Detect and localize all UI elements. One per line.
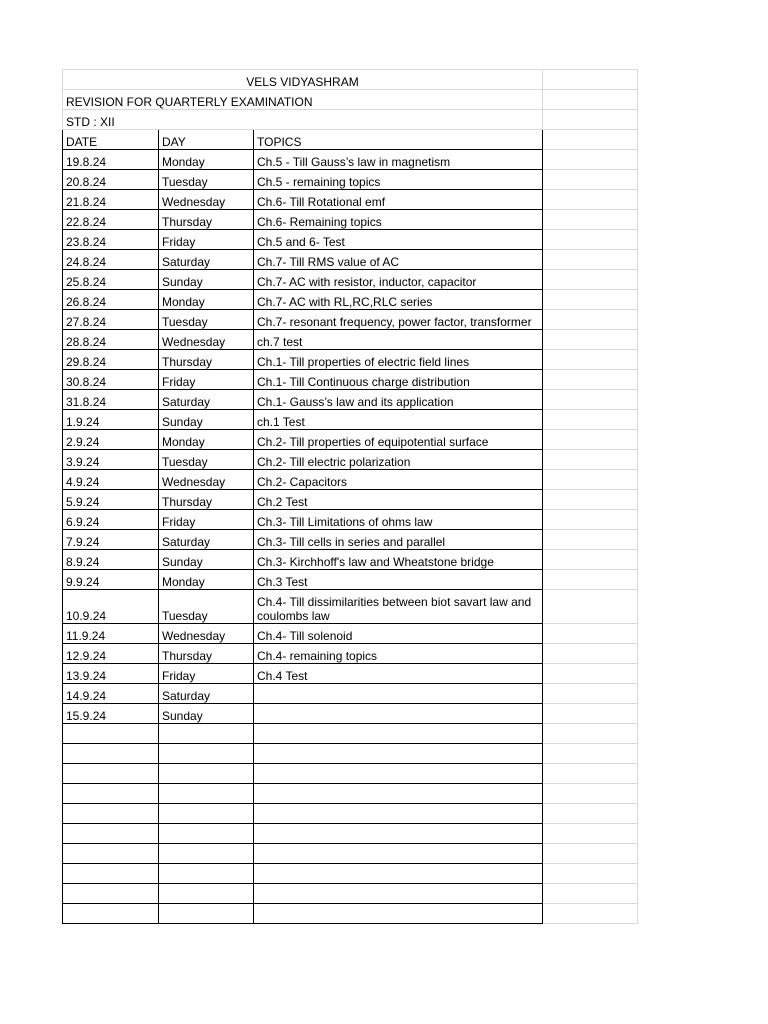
topic-cell[interactable]: [254, 784, 543, 804]
topic-cell[interactable]: [254, 704, 543, 724]
topic-cell[interactable]: Ch.5 - Till Gauss’s law in magnetism: [254, 150, 543, 170]
day-cell[interactable]: Thursday: [159, 210, 254, 230]
date-cell[interactable]: 30.8.24: [63, 370, 159, 390]
table-row: [63, 470, 638, 490]
table-row: [63, 410, 638, 430]
topic-cell[interactable]: [254, 884, 543, 904]
table-row: [63, 290, 638, 310]
topic-cell[interactable]: [254, 724, 543, 744]
table-row: [63, 684, 638, 704]
topic-cell[interactable]: ch.1 Test: [254, 410, 543, 430]
topic-cell[interactable]: Ch.5 and 6- Test: [254, 230, 543, 250]
topic-cell[interactable]: [254, 864, 543, 884]
day-cell[interactable]: Monday: [159, 150, 254, 170]
day-cell[interactable]: Saturday: [159, 250, 254, 270]
day-cell[interactable]: Sunday: [159, 410, 254, 430]
day-cell[interactable]: Tuesday: [159, 450, 254, 470]
empty-cell[interactable]: [543, 684, 638, 704]
topic-cell[interactable]: Ch.5 - remaining topics: [254, 170, 543, 190]
topic-cell[interactable]: Ch.4- Till solenoid: [254, 624, 543, 644]
date-cell[interactable]: [63, 724, 159, 744]
topic-cell[interactable]: [254, 904, 543, 924]
table-row: [63, 644, 638, 664]
day-cell[interactable]: [159, 864, 254, 884]
empty-cell[interactable]: [543, 470, 638, 490]
date-cell[interactable]: 26.8.24: [63, 290, 159, 310]
empty-cell[interactable]: [543, 330, 638, 350]
empty-cell[interactable]: [543, 350, 638, 370]
day-cell[interactable]: Wednesday: [159, 190, 254, 210]
revision-table: [62, 69, 638, 924]
topic-cell[interactable]: Ch.7- resonant frequency, power factor, transformer: [254, 310, 543, 330]
empty-cell[interactable]: [543, 570, 638, 590]
day-cell[interactable]: Tuesday: [159, 310, 254, 330]
table-row: [63, 824, 638, 844]
date-cell[interactable]: [63, 884, 159, 904]
empty-cell[interactable]: [543, 150, 638, 170]
day-cell[interactable]: [159, 844, 254, 864]
date-cell[interactable]: 4.9.24: [63, 470, 159, 490]
topic-cell[interactable]: [254, 744, 543, 764]
day-cell[interactable]: Saturday: [159, 684, 254, 704]
empty-cell[interactable]: [543, 90, 638, 110]
table-row: [63, 724, 638, 744]
table-row: [63, 550, 638, 570]
date-cell[interactable]: 12.9.24: [63, 644, 159, 664]
date-column-header[interactable]: DATE: [63, 130, 159, 150]
date-cell[interactable]: 5.9.24: [63, 490, 159, 510]
empty-cell[interactable]: [543, 644, 638, 664]
date-cell[interactable]: [63, 744, 159, 764]
empty-cell[interactable]: [543, 664, 638, 684]
empty-cell[interactable]: [543, 824, 638, 844]
table-row: [63, 350, 638, 370]
topic-cell[interactable]: Ch.1- Till Continuous charge distribution: [254, 370, 543, 390]
empty-cell[interactable]: [543, 704, 638, 724]
day-cell[interactable]: [159, 744, 254, 764]
date-cell[interactable]: 31.8.24: [63, 390, 159, 410]
empty-cell[interactable]: [543, 70, 638, 90]
day-cell[interactable]: Friday: [159, 370, 254, 390]
table-row: [63, 190, 638, 210]
topic-cell[interactable]: Ch.6- Remaining topics: [254, 210, 543, 230]
empty-cell[interactable]: [543, 804, 638, 824]
table-row: [63, 510, 638, 530]
std-label[interactable]: STD : XII: [63, 110, 543, 130]
empty-cell[interactable]: [543, 784, 638, 804]
topic-cell[interactable]: Ch.4- remaining topics: [254, 644, 543, 664]
table-row: [63, 904, 638, 924]
date-cell[interactable]: 3.9.24: [63, 450, 159, 470]
topic-cell[interactable]: Ch.7- AC with resistor, inductor, capacitor: [254, 270, 543, 290]
day-cell[interactable]: Wednesday: [159, 330, 254, 350]
table-row: [63, 744, 638, 764]
table-row: [63, 230, 638, 250]
topic-cell[interactable]: Ch.1- Till properties of electric field lines: [254, 350, 543, 370]
date-cell[interactable]: 21.8.24: [63, 190, 159, 210]
day-cell[interactable]: [159, 764, 254, 784]
day-cell[interactable]: Wednesday: [159, 624, 254, 644]
date-cell[interactable]: 23.8.24: [63, 230, 159, 250]
exam-title-row: [63, 90, 638, 110]
empty-cell[interactable]: [543, 624, 638, 644]
date-cell[interactable]: 24.8.24: [63, 250, 159, 270]
date-cell[interactable]: 2.9.24: [63, 430, 159, 450]
table-row: [63, 764, 638, 784]
day-cell[interactable]: Thursday: [159, 490, 254, 510]
topic-cell[interactable]: Ch.2- Till electric polarization: [254, 450, 543, 470]
empty-cell[interactable]: [543, 430, 638, 450]
table-row: [63, 530, 638, 550]
date-cell[interactable]: 28.8.24: [63, 330, 159, 350]
date-cell[interactable]: [63, 804, 159, 824]
topic-cell[interactable]: Ch.4 Test: [254, 664, 543, 684]
date-cell[interactable]: [63, 824, 159, 844]
table-row: [63, 370, 638, 390]
school-name[interactable]: VELS VIDYASHRAM: [63, 70, 543, 90]
topic-cell[interactable]: Ch.7- AC with RL,RC,RLC series: [254, 290, 543, 310]
date-cell[interactable]: 27.8.24: [63, 310, 159, 330]
topic-cell[interactable]: [254, 824, 543, 844]
topic-cell[interactable]: Ch.3- Till Limitations of ohms law: [254, 510, 543, 530]
date-cell[interactable]: 14.9.24: [63, 684, 159, 704]
table-row: [63, 250, 638, 270]
day-cell[interactable]: [159, 884, 254, 904]
table-row: [63, 170, 638, 190]
empty-cell[interactable]: [543, 270, 638, 290]
day-cell[interactable]: [159, 824, 254, 844]
school-title-row: [63, 70, 638, 90]
table-row: [63, 450, 638, 470]
topic-cell[interactable]: Ch.2 Test: [254, 490, 543, 510]
day-cell[interactable]: Tuesday: [159, 590, 254, 624]
empty-cell[interactable]: [543, 550, 638, 570]
empty-cell[interactable]: [543, 290, 638, 310]
day-cell[interactable]: Monday: [159, 570, 254, 590]
topic-cell[interactable]: Ch.3- Kirchhoff's law and Wheatstone bridge: [254, 550, 543, 570]
topic-cell[interactable]: [254, 844, 543, 864]
date-cell[interactable]: [63, 844, 159, 864]
empty-cell[interactable]: [543, 210, 638, 230]
topic-cell[interactable]: Ch.2- Till properties of equipotential surface: [254, 430, 543, 450]
table-row: [63, 704, 638, 724]
empty-cell[interactable]: [543, 250, 638, 270]
table-row: [63, 784, 638, 804]
empty-cell[interactable]: [543, 864, 638, 884]
day-cell[interactable]: Sunday: [159, 704, 254, 724]
empty-cell[interactable]: [543, 110, 638, 130]
table-row: [63, 270, 638, 290]
topic-cell[interactable]: Ch.3- Till cells in series and parallel: [254, 530, 543, 550]
date-cell[interactable]: 11.9.24: [63, 624, 159, 644]
date-cell[interactable]: 13.9.24: [63, 664, 159, 684]
date-cell[interactable]: [63, 784, 159, 804]
date-cell[interactable]: 1.9.24: [63, 410, 159, 430]
empty-cell[interactable]: [543, 530, 638, 550]
topic-cell[interactable]: ch.7 test: [254, 330, 543, 350]
spreadsheet: [62, 69, 638, 924]
date-cell[interactable]: 9.9.24: [63, 570, 159, 590]
table-row: [63, 210, 638, 230]
day-cell[interactable]: [159, 724, 254, 744]
date-cell[interactable]: 10.9.24: [63, 590, 159, 624]
std-row: [63, 110, 638, 130]
table-row: [63, 664, 638, 684]
topic-cell[interactable]: Ch.4- Till dissimilarities between biot savart law and coulombs law: [254, 590, 543, 624]
table-row: [63, 590, 638, 624]
topic-cell[interactable]: [254, 684, 543, 704]
day-cell[interactable]: Thursday: [159, 644, 254, 664]
empty-cell[interactable]: [543, 190, 638, 210]
table-row: [63, 310, 638, 330]
table-row: [63, 804, 638, 824]
empty-cell[interactable]: [543, 170, 638, 190]
date-cell[interactable]: 19.8.24: [63, 150, 159, 170]
table-row: [63, 624, 638, 644]
empty-cell[interactable]: [543, 904, 638, 924]
exam-title[interactable]: REVISION FOR QUARTERLY EXAMINATION: [63, 90, 543, 110]
date-cell[interactable]: 7.9.24: [63, 530, 159, 550]
day-cell[interactable]: Tuesday: [159, 170, 254, 190]
date-cell[interactable]: 8.9.24: [63, 550, 159, 570]
day-cell[interactable]: Friday: [159, 664, 254, 684]
empty-cell[interactable]: [543, 370, 638, 390]
topics-column-header[interactable]: TOPICS: [254, 130, 543, 150]
topic-cell[interactable]: Ch.1- Gauss’s law and its application: [254, 390, 543, 410]
day-cell[interactable]: Monday: [159, 290, 254, 310]
date-cell[interactable]: 29.8.24: [63, 350, 159, 370]
empty-cell[interactable]: [543, 130, 638, 150]
topic-cell[interactable]: Ch.2- Capacitors: [254, 470, 543, 490]
day-cell[interactable]: Thursday: [159, 350, 254, 370]
day-cell[interactable]: [159, 904, 254, 924]
day-cell[interactable]: Friday: [159, 510, 254, 530]
empty-cell[interactable]: [543, 310, 638, 330]
day-cell[interactable]: Sunday: [159, 270, 254, 290]
date-cell[interactable]: [63, 864, 159, 884]
topic-cell[interactable]: [254, 804, 543, 824]
date-cell[interactable]: 15.9.24: [63, 704, 159, 724]
topic-cell[interactable]: Ch.3 Test: [254, 570, 543, 590]
day-cell[interactable]: Friday: [159, 230, 254, 250]
empty-cell[interactable]: [543, 844, 638, 864]
table-row: [63, 570, 638, 590]
day-cell[interactable]: Saturday: [159, 390, 254, 410]
day-cell[interactable]: Monday: [159, 430, 254, 450]
empty-cell[interactable]: [543, 390, 638, 410]
empty-cell[interactable]: [543, 490, 638, 510]
topic-cell[interactable]: Ch.7- Till RMS value of AC: [254, 250, 543, 270]
empty-cell[interactable]: [543, 590, 638, 624]
column-header-row: [63, 130, 638, 150]
table-row: [63, 150, 638, 170]
day-cell[interactable]: Saturday: [159, 530, 254, 550]
date-cell[interactable]: [63, 904, 159, 924]
table-row: [63, 844, 638, 864]
table-row: [63, 864, 638, 884]
date-cell[interactable]: 25.8.24: [63, 270, 159, 290]
empty-cell[interactable]: [543, 744, 638, 764]
empty-cell[interactable]: [543, 410, 638, 430]
table-row: [63, 884, 638, 904]
empty-cell[interactable]: [543, 884, 638, 904]
date-cell[interactable]: 6.9.24: [63, 510, 159, 530]
empty-cell[interactable]: [543, 510, 638, 530]
table-row: [63, 430, 638, 450]
topic-cell[interactable]: [254, 764, 543, 784]
day-cell[interactable]: [159, 784, 254, 804]
table-row: [63, 330, 638, 350]
day-cell[interactable]: Sunday: [159, 550, 254, 570]
empty-cell[interactable]: [543, 230, 638, 250]
table-row: [63, 390, 638, 410]
empty-cell[interactable]: [543, 764, 638, 784]
date-cell[interactable]: [63, 764, 159, 784]
day-cell[interactable]: Wednesday: [159, 470, 254, 490]
empty-cell[interactable]: [543, 724, 638, 744]
date-cell[interactable]: 22.8.24: [63, 210, 159, 230]
table-row: [63, 490, 638, 510]
day-cell[interactable]: [159, 804, 254, 824]
empty-cell[interactable]: [543, 450, 638, 470]
day-column-header[interactable]: DAY: [159, 130, 254, 150]
topic-cell[interactable]: Ch.6- Till Rotational emf: [254, 190, 543, 210]
date-cell[interactable]: 20.8.24: [63, 170, 159, 190]
